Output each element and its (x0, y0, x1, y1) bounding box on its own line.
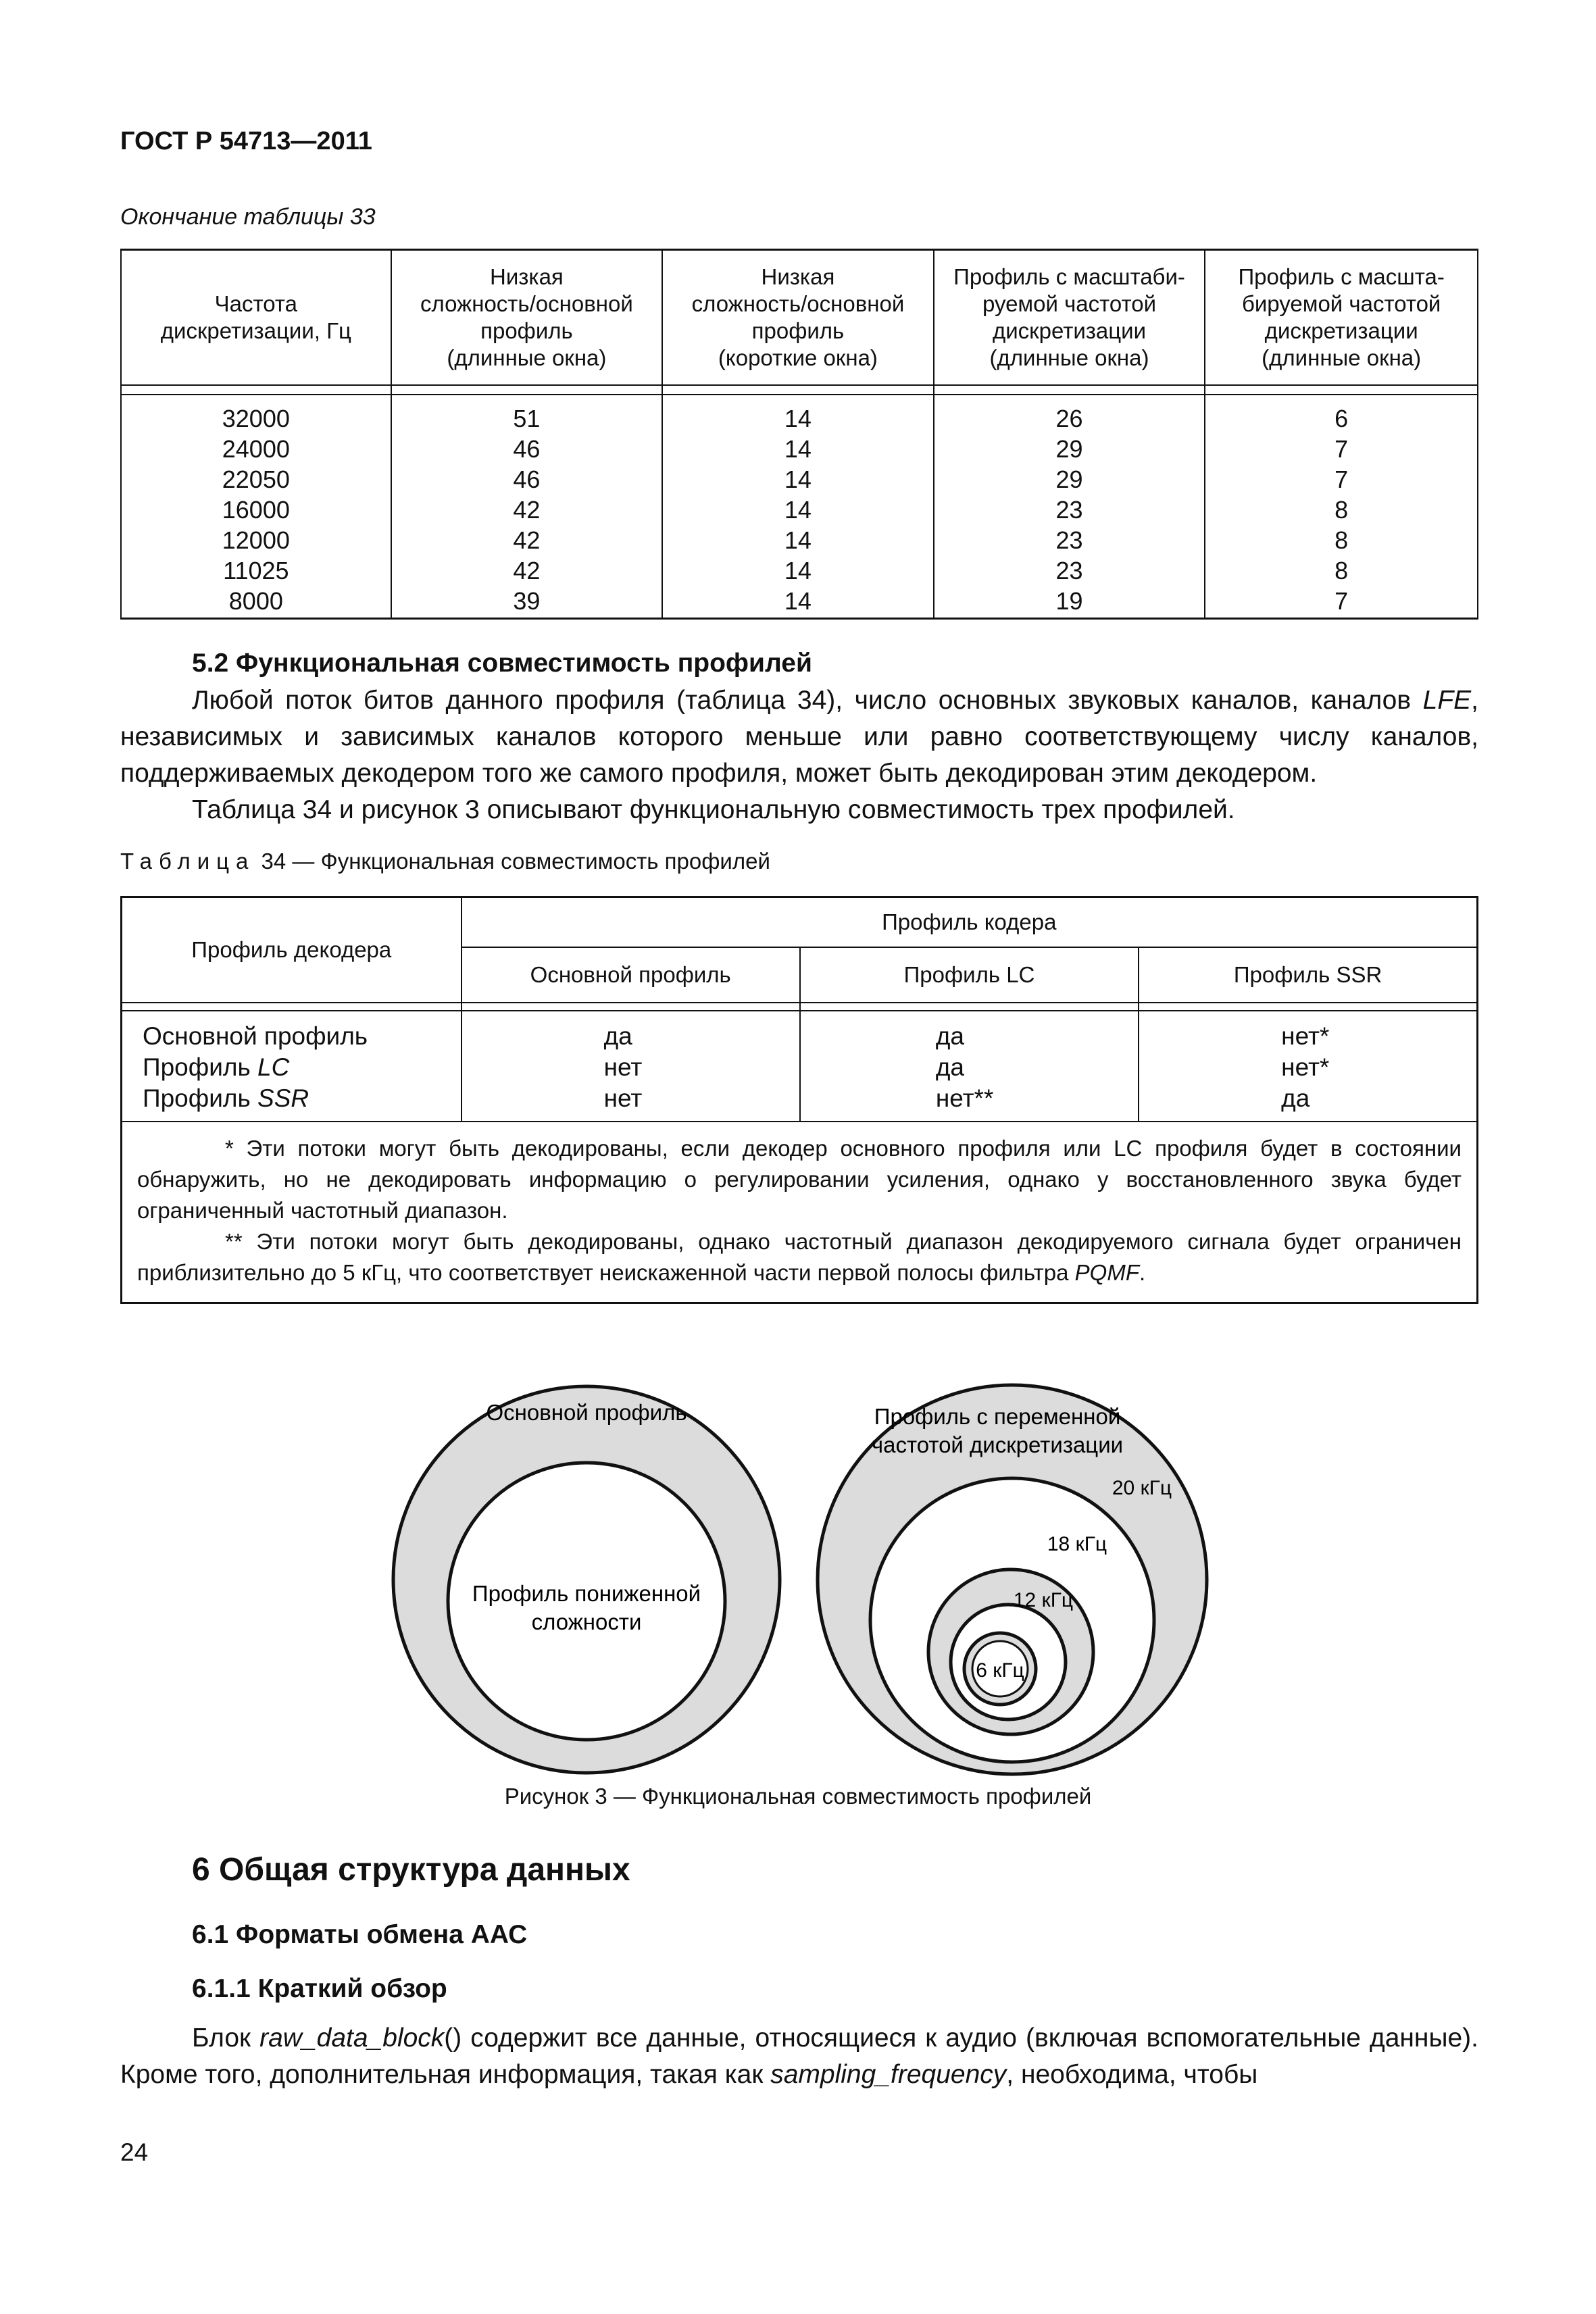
encoder-column-header: Профиль SSR (1139, 947, 1477, 1003)
footnote-1: * Эти потоки могут быть декодированы, если декодер основного профиля или LC профиля будет в состоянии обнаружить, но не декодировать информацию о регулировании усиления, однако у восстановленного звука будет ограниченный частотный диапазон. (137, 1136, 1462, 1223)
table-33-header-cell: Профиль с масштаби- руемой частотой дискретизации (длинные окна) (934, 250, 1205, 386)
encoder-profile-header: Профиль кодера (462, 897, 1478, 948)
section-5-2-paragraph-2: Таблица 34 и рисунок 3 описывают функциональную совместимость трех профилей. (192, 795, 1235, 824)
table-33-header-cell: Низкая сложность/основной профиль (длинные окна) (391, 250, 663, 386)
table-34-footnotes (122, 1122, 1478, 1303)
footnote-2: ** Эти потоки могут быть декодированы, однако частотный диапазон декодируемого сигнала будет ограничен приблизительно до 5 кГц, что соответствует неискаженной части первой полосы фильтра PQMF. (137, 1229, 1462, 1285)
table-33-row: 11025 42 14 23 8 (121, 555, 1478, 586)
table-33-continuation-label: Окончание таблицы 33 (120, 204, 376, 230)
figure-3-caption: Рисунок 3 — Функциональная совместимость профилей (504, 1784, 1092, 1809)
decoder-profile-header: Профиль декодера (122, 897, 462, 1003)
document-header: ГОСТ Р 54713—2011 (120, 127, 372, 155)
table-33-row: 16000 42 14 23 8 (121, 495, 1478, 525)
encoder-column-header: Профиль LC (800, 947, 1139, 1003)
table-33-row: 32000 51 14 26 6 (121, 395, 1478, 434)
ring-6khz-label: 6 кГц (976, 1659, 1024, 1682)
low-complexity-label-line-2: сложности (531, 1609, 642, 1634)
table-34-body (122, 1011, 1478, 1122)
encoder-column-header: Основной профиль (462, 947, 800, 1003)
table-34-caption: Таблица 34 — Функциональная совместимость профилей (120, 849, 770, 874)
section-6-1-1-paragraph: Блок raw_data_block() содержит все данные, относящиеся к аудио (включая вспомогательные данные). Кроме того, дополнительная информация, такая как sampling_frequency, необходима, чтобы (120, 2023, 1478, 2089)
section-6-heading: 6 Общая структура данных (192, 1852, 630, 1888)
table-34 (120, 896, 1478, 1304)
ssr-profile-encoder-values: нет* нет* да (1139, 1011, 1477, 1122)
table-33-row: 24000 46 14 29 7 (121, 434, 1478, 464)
table-33-header-cell: Частота дискретизации, Гц (121, 250, 391, 386)
decoder-profile-labels: Основной профиль Профиль LC Профиль SSR (122, 1011, 462, 1122)
page-number: 24 (120, 2138, 149, 2166)
section-5-2-paragraph-1: Любой поток битов данного профиля (таблица 34), число основных звуковых каналов, каналов LFE, независимых и зависимых каналов которого меньше или равно соответствующему числу каналов, поддерживаемых декодером того же самого профиля, может быть декодирован этим декодером. (120, 686, 1478, 788)
ring-12khz-label: 12 кГц (1013, 1589, 1074, 1611)
table-33-row: 22050 46 14 29 7 (121, 464, 1478, 495)
table-33-row: 8000 39 14 19 7 (121, 586, 1478, 619)
lc-profile-encoder-values: да да нет** (800, 1011, 1139, 1122)
main-profile-encoder-values: да нет нет (462, 1011, 800, 1122)
low-complexity-label-line-1: Профиль пониженной (472, 1581, 701, 1606)
table-33-header-cell: Низкая сложность/основной профиль (короткие окна) (662, 250, 934, 386)
main-profile-label: Основной профиль (486, 1400, 687, 1425)
ring-20khz-label: 20 кГц (1112, 1477, 1172, 1499)
section-5-2-heading: 5.2 Функциональная совместимость профилей (192, 649, 812, 678)
ssr-profile-label-line-1: Профиль с переменной (874, 1404, 1121, 1429)
section-6-1-heading: 6.1 Форматы обмена ААС (192, 1920, 528, 1949)
section-6-1-1-heading: 6.1.1 Краткий обзор (192, 1974, 447, 2003)
ring-18khz-label: 18 кГц (1047, 1533, 1107, 1555)
table-33-header-cell: Профиль с масшта- бируемой частотой дискретизации (длинные окна) (1205, 250, 1478, 386)
table-33-row: 12000 42 14 23 8 (121, 525, 1478, 555)
table-33 (120, 249, 1478, 620)
ssr-profile-label-line-2: частотой дискретизации (871, 1432, 1124, 1457)
figure-3-diagram (0, 1378, 1596, 1784)
